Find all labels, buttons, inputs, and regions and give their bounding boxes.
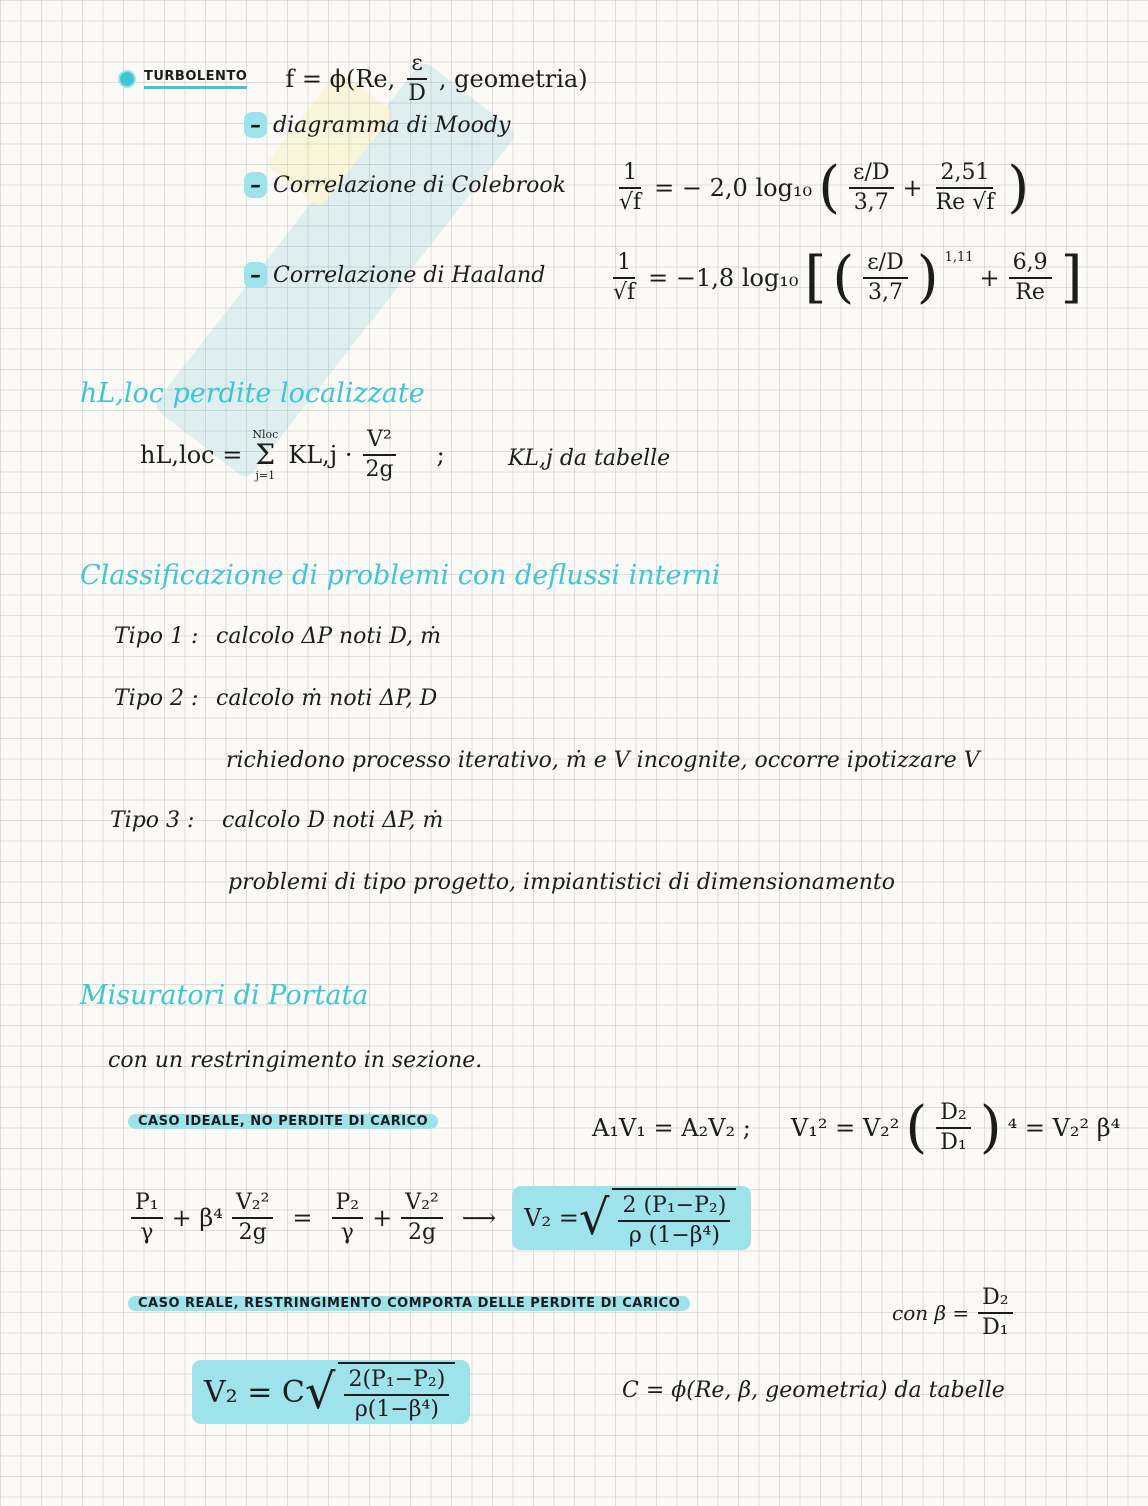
colebrook-t2-d: Re √f [935, 190, 995, 215]
colebrook-plus: + [902, 174, 923, 202]
local-losses-heading: hL,loc perdite localizzate [80, 378, 425, 409]
colebrook-lhs-d: √f [619, 190, 642, 215]
bern-v-d: 2g [238, 1220, 267, 1246]
flowmeters-intro: con un restringimento in sezione. [108, 1048, 483, 1073]
classification-heading: Classificazione di problemi con deflussi interni [80, 560, 721, 591]
turbulent-formula-rhs: , geometria) [438, 65, 588, 94]
colebrook-eq: = − 2,0 log₁₀ [654, 174, 813, 202]
arrow-icon: ⟶ [461, 1204, 497, 1233]
colebrook-formula: $\frac{1}{√f}$ = − 2,0 log₁₀ ( $\frac{\varepsilon/D}{3,7}$ + $\frac{2,51}{Re √f}$ ) [612, 160, 1029, 216]
haaland-exp: 1,11 [944, 250, 974, 265]
bern-v-n: V₂² [232, 1191, 274, 1219]
v2-d: ρ (1−β⁴) [628, 1223, 720, 1249]
type-1-text: calcolo ΔP noti D, ṁ [216, 624, 441, 649]
local-losses-frac-d: 2g [365, 457, 394, 483]
v2-lhs: V₂ = [524, 1204, 579, 1233]
turbulent-formula [285, 52, 587, 106]
haaland-t2-n: 6,9 [1009, 251, 1052, 279]
type-2-note: richiedono processo iterativo, ṁ e V incognite, occorre ipotizzare V [226, 748, 980, 773]
colebrook-label-row: – Correlazione di Colebrook [244, 172, 566, 198]
colebrook-label: Correlazione di Colebrook [273, 173, 567, 198]
haaland-plus: + [979, 264, 1000, 292]
sum-bottom: j=1 [255, 469, 276, 483]
d: D [408, 81, 426, 107]
real-d: ρ(1−β⁴) [354, 1397, 439, 1423]
sum-symbol: Σ [255, 438, 276, 472]
eps-over-d [404, 52, 430, 106]
moody-text: diagramma di Moody [273, 113, 511, 138]
haaland-t2-d: Re [1015, 280, 1045, 305]
bern-v2-n: V₂² [401, 1191, 443, 1219]
local-losses-k: KL,j · [288, 441, 353, 470]
ideal-case-label: CASO IDEALE, NO PERDITE DI CARICO [128, 1114, 438, 1129]
v1-eq-lhs: V₁² = V₂² [790, 1114, 900, 1142]
bern-plus: + [372, 1204, 393, 1233]
haaland-t1-n: ε/D [863, 251, 907, 279]
colebrook-t1-n: ε/D [849, 161, 893, 189]
type-2-label: Tipo 2 : [114, 686, 199, 711]
bern-eq: = [292, 1204, 313, 1233]
real-n: 2(P₁−P₂) [344, 1368, 449, 1396]
haaland-formula: $\frac{1}{√f}$ = −1,8 log₁₀ [ ( $\frac{\varepsilon/D}{3,7}$ ) 1,11 + $\frac{6,9}{Re}$ ] [606, 250, 1083, 306]
real-lhs: V₂ = C [204, 1374, 305, 1410]
haaland-label: Correlazione di Haaland [273, 263, 546, 288]
continuity-eq: A₁V₁ = A₂V₂ ; V₁² = V₂² ( $\frac{\text{D₂}}{\text{D₁}}$ ) ⁴ = V₂² β⁴ [592, 1095, 1121, 1160]
v1-eq-rhs: ⁴ = V₂² β⁴ [1007, 1114, 1121, 1142]
flowmeters-heading: Misuratori di Portata [80, 980, 369, 1011]
bern-p1-n: P₁ [131, 1191, 163, 1219]
turbulent-label: TURBOLENTO [144, 69, 247, 89]
c-definition: C = ϕ(Re, β, geometria) da tabelle [622, 1378, 1005, 1403]
haaland-label-row: – Correlazione di Haaland [244, 262, 545, 288]
local-losses-note: KL,j da tabelle [508, 446, 671, 471]
moody-row: – diagramma di Moody [244, 112, 510, 138]
local-losses-semicolon: ; [436, 441, 445, 470]
beta-def [892, 1286, 1016, 1340]
bern-p2-n: P₂ [332, 1191, 364, 1219]
ratio-d: D₁ [940, 1130, 967, 1155]
sum [252, 428, 278, 482]
v2-n: 2 (P₁−P₂) [618, 1194, 730, 1222]
bullet-icon [118, 70, 136, 88]
haaland-lhs-n: 1 [613, 251, 635, 279]
colebrook-t1-d: 3,7 [853, 190, 889, 215]
sum-top: Nloc [252, 428, 279, 442]
type-2-text: calcolo ṁ noti ΔP, D [216, 686, 438, 711]
bern-mid: + β⁴ [171, 1204, 223, 1233]
local-losses-frac-n: V² [363, 428, 396, 456]
local-losses-lhs: hL,loc = [140, 441, 243, 470]
v2-real-eq: V₂ = C √ $\frac{\text{2(P₁−P₂)}}{\text{ρ(1−β⁴)}}$ [192, 1360, 470, 1424]
v2-ideal-result: V₂ = √ $\frac{\text{2 (P₁−P₂)}}{\text{ρ (1−β⁴)}}$ [512, 1186, 751, 1250]
bern-p1-d: γ [140, 1220, 154, 1246]
haaland-eq: = −1,8 log₁₀ [648, 264, 799, 292]
type-3-note: problemi di tipo progetto, impiantistici di dimensionamento [228, 870, 896, 895]
turbulent-formula-lhs: f = ϕ(Re, [285, 65, 396, 94]
haaland-t1-d: 3,7 [867, 280, 903, 305]
colebrook-t2-n: 2,51 [936, 161, 993, 189]
type-1-label: Tipo 1 : [114, 624, 199, 649]
beta-d: D₁ [982, 1315, 1009, 1341]
type-3-text: calcolo D noti ΔP, ṁ [222, 808, 444, 833]
real-case-label: CASO REALE, RESTRINGIMENTO COMPORTA DELLE PERDITE DI CARICO [128, 1296, 690, 1311]
continuity: A₁V₁ = A₂V₂ ; [592, 1114, 751, 1142]
beta-n: D₂ [978, 1286, 1012, 1314]
bernoulli-eq [128, 1186, 751, 1250]
type-3-label: Tipo 3 : [110, 808, 195, 833]
eps: ε [407, 52, 426, 80]
colebrook-lhs-n: 1 [619, 161, 641, 189]
local-losses-formula [140, 428, 445, 482]
beta-def-lhs: con β = [892, 1301, 970, 1326]
turbulent-row [118, 52, 588, 106]
bern-v2-d: 2g [407, 1220, 437, 1246]
bern-p2-d: γ [340, 1220, 354, 1246]
haaland-lhs-d: √f [613, 280, 636, 305]
ratio-n: D₂ [936, 1101, 970, 1129]
